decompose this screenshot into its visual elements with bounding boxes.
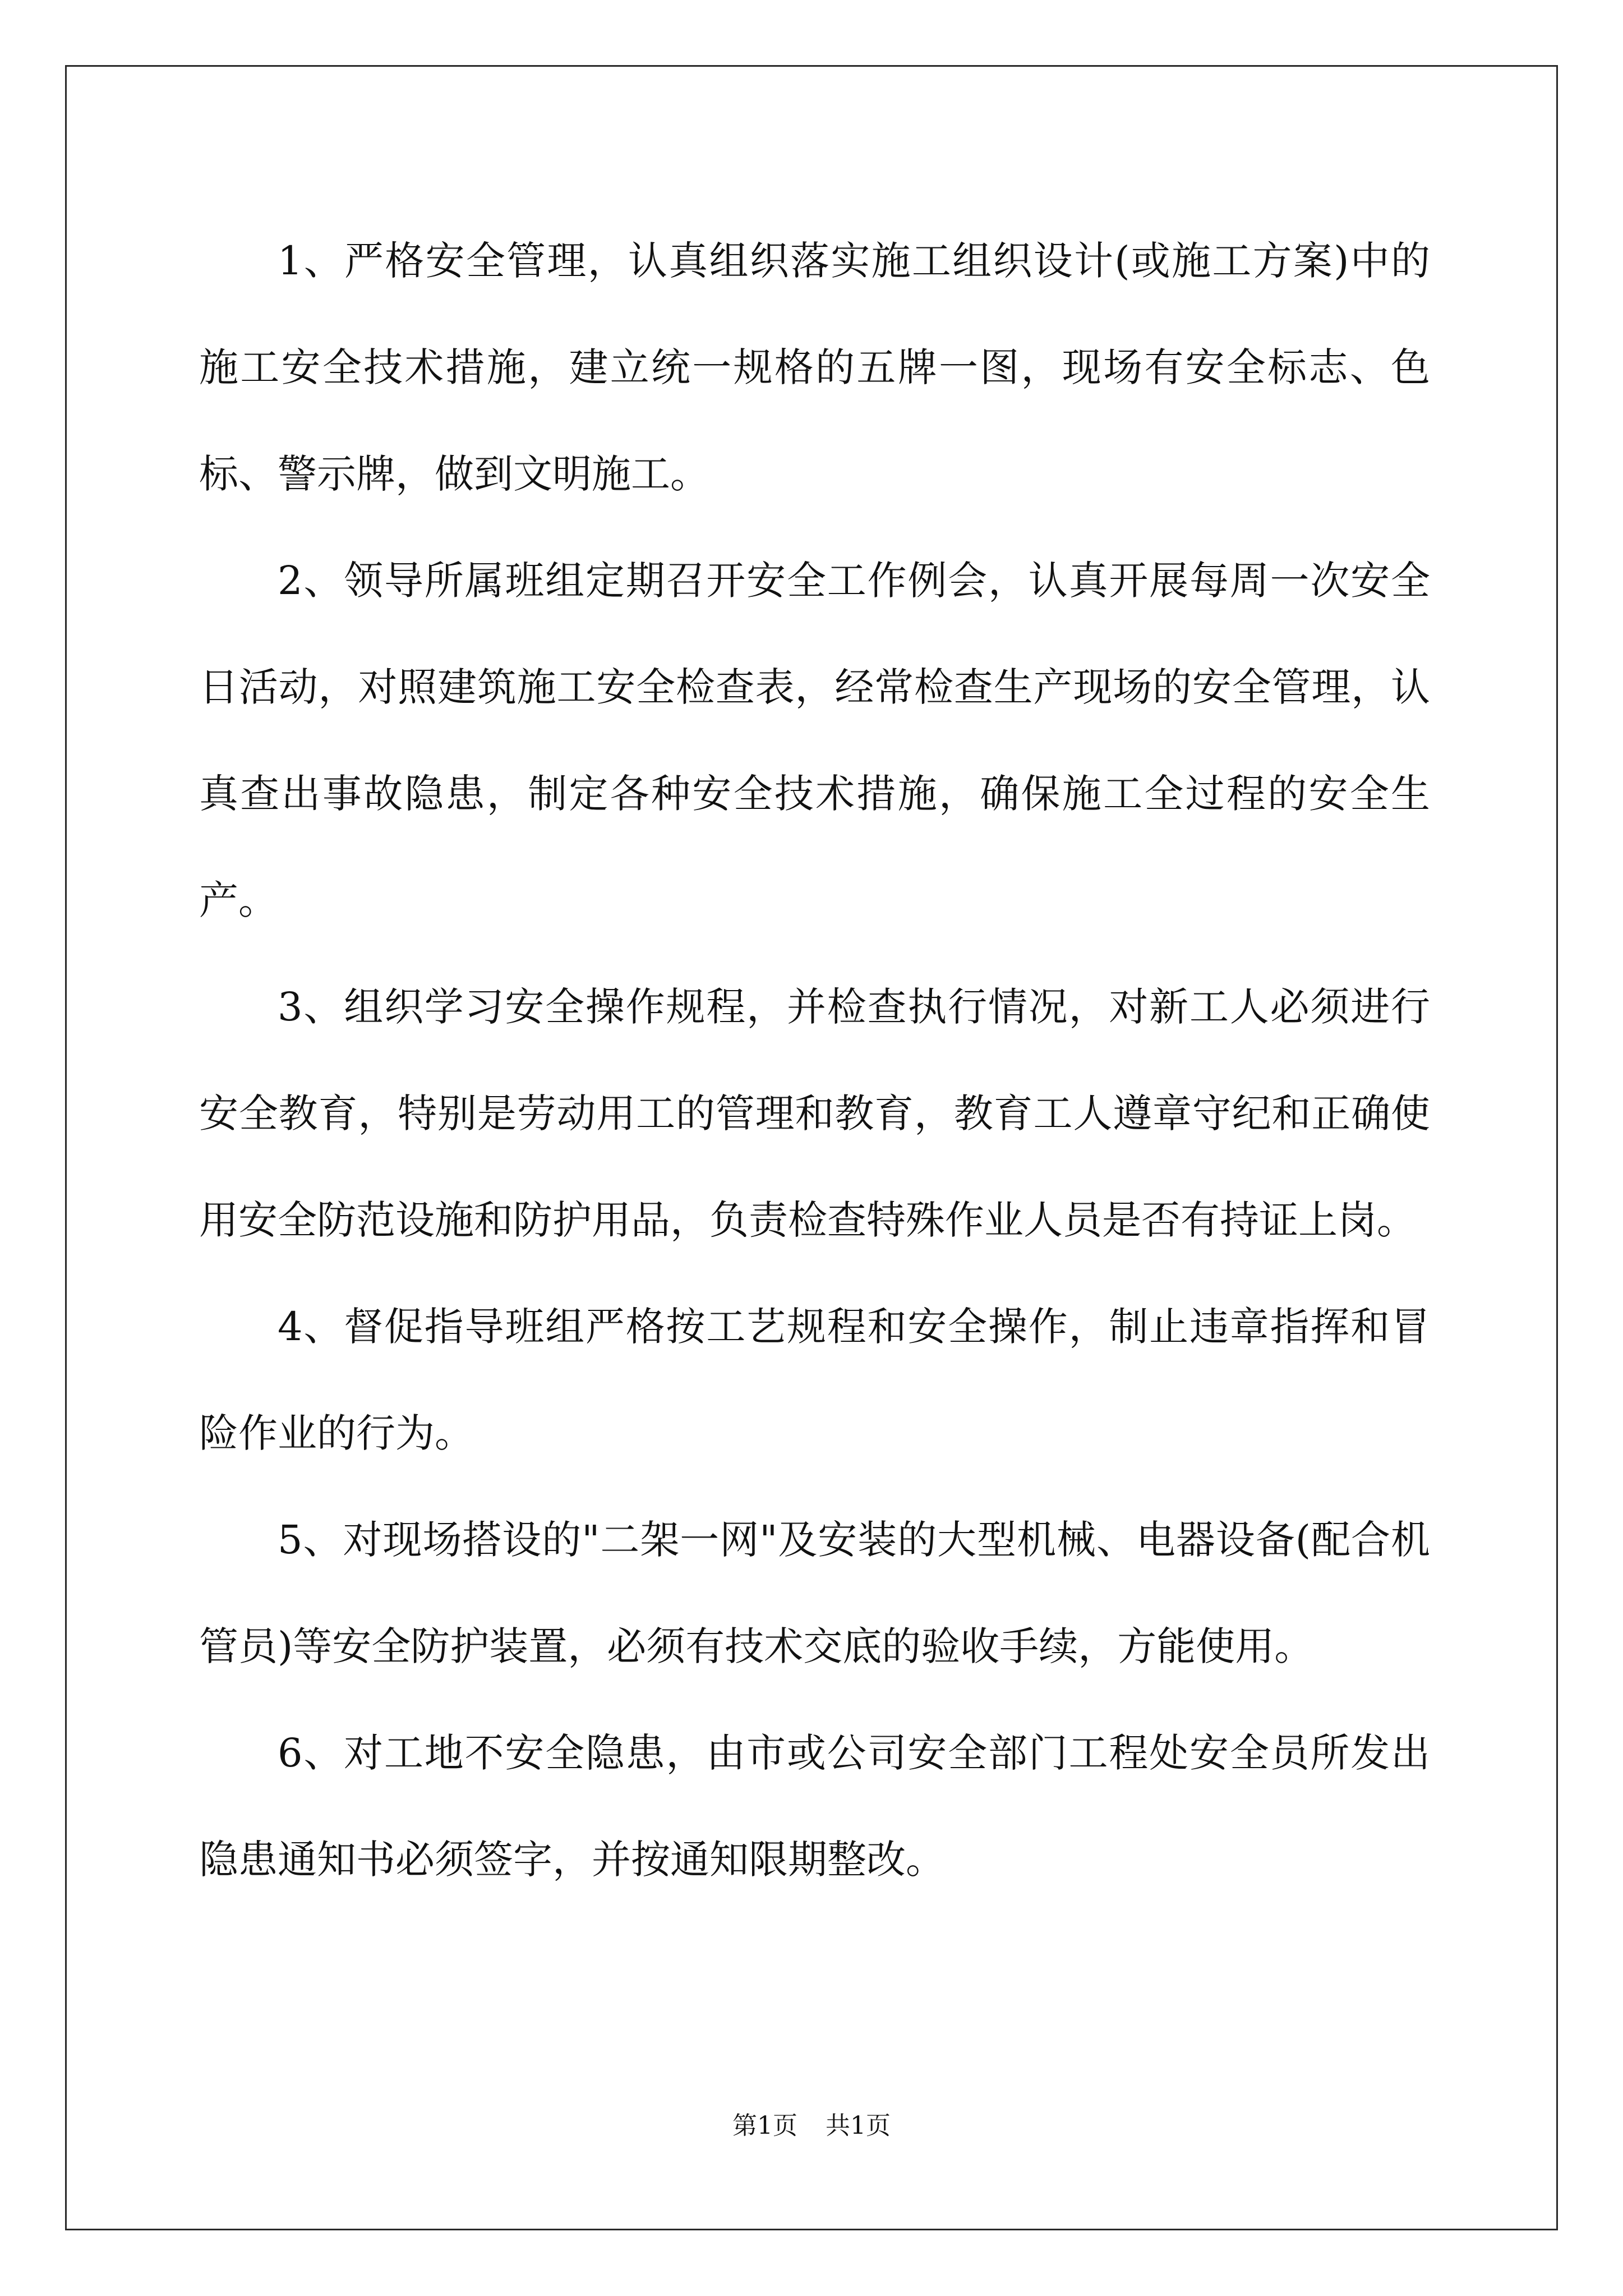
page-number-current: 第1页 <box>732 2111 797 2140</box>
document-body <box>199 208 1430 1913</box>
paragraph-4: 4、督促指导班组严格按工艺规程和安全操作，制止违章指挥和冒险作业的行为。 <box>199 1304 1430 1456</box>
paragraph-1: 1、严格安全管理，认真组织落实施工组织设计(或施工方案)中的施工安全技术措施，建立统一规格的五牌一图，现场有安全标志、色标、警示牌，做到文明施工。 <box>199 238 1430 497</box>
page-footer <box>0 2109 1623 2143</box>
paragraph-6: 6、对工地不安全隐患，由市或公司安全部门工程处安全员所发出隐患通知书必须签字，并按通知限期整改。 <box>199 1730 1430 1883</box>
paragraph-2: 2、领导所属班组定期召开安全工作例会，认真开展每周一次安全日活动，对照建筑施工安全检查表，经常检查生产现场的安全管理，认真查出事故隐患，制定各种安全技术措施，确保施工全过程的安全生产。 <box>199 558 1430 923</box>
paragraph-3: 3、组织学习安全操作规程，并检查执行情况，对新工人必须进行安全教育，特别是劳动用工的管理和教育，教育工人遵章守纪和正确使用安全防范设施和防护用品，负责检查特殊作业人员是否有持证上岗。 <box>199 984 1430 1243</box>
paragraph-5: 5、对现场搭设的"二架一网"及安装的大型机械、电器设备(配合机管员)等安全防护装置，必须有技术交底的验收手续，方能使用。 <box>199 1517 1430 1669</box>
page-number-total: 共1页 <box>826 2111 891 2140</box>
